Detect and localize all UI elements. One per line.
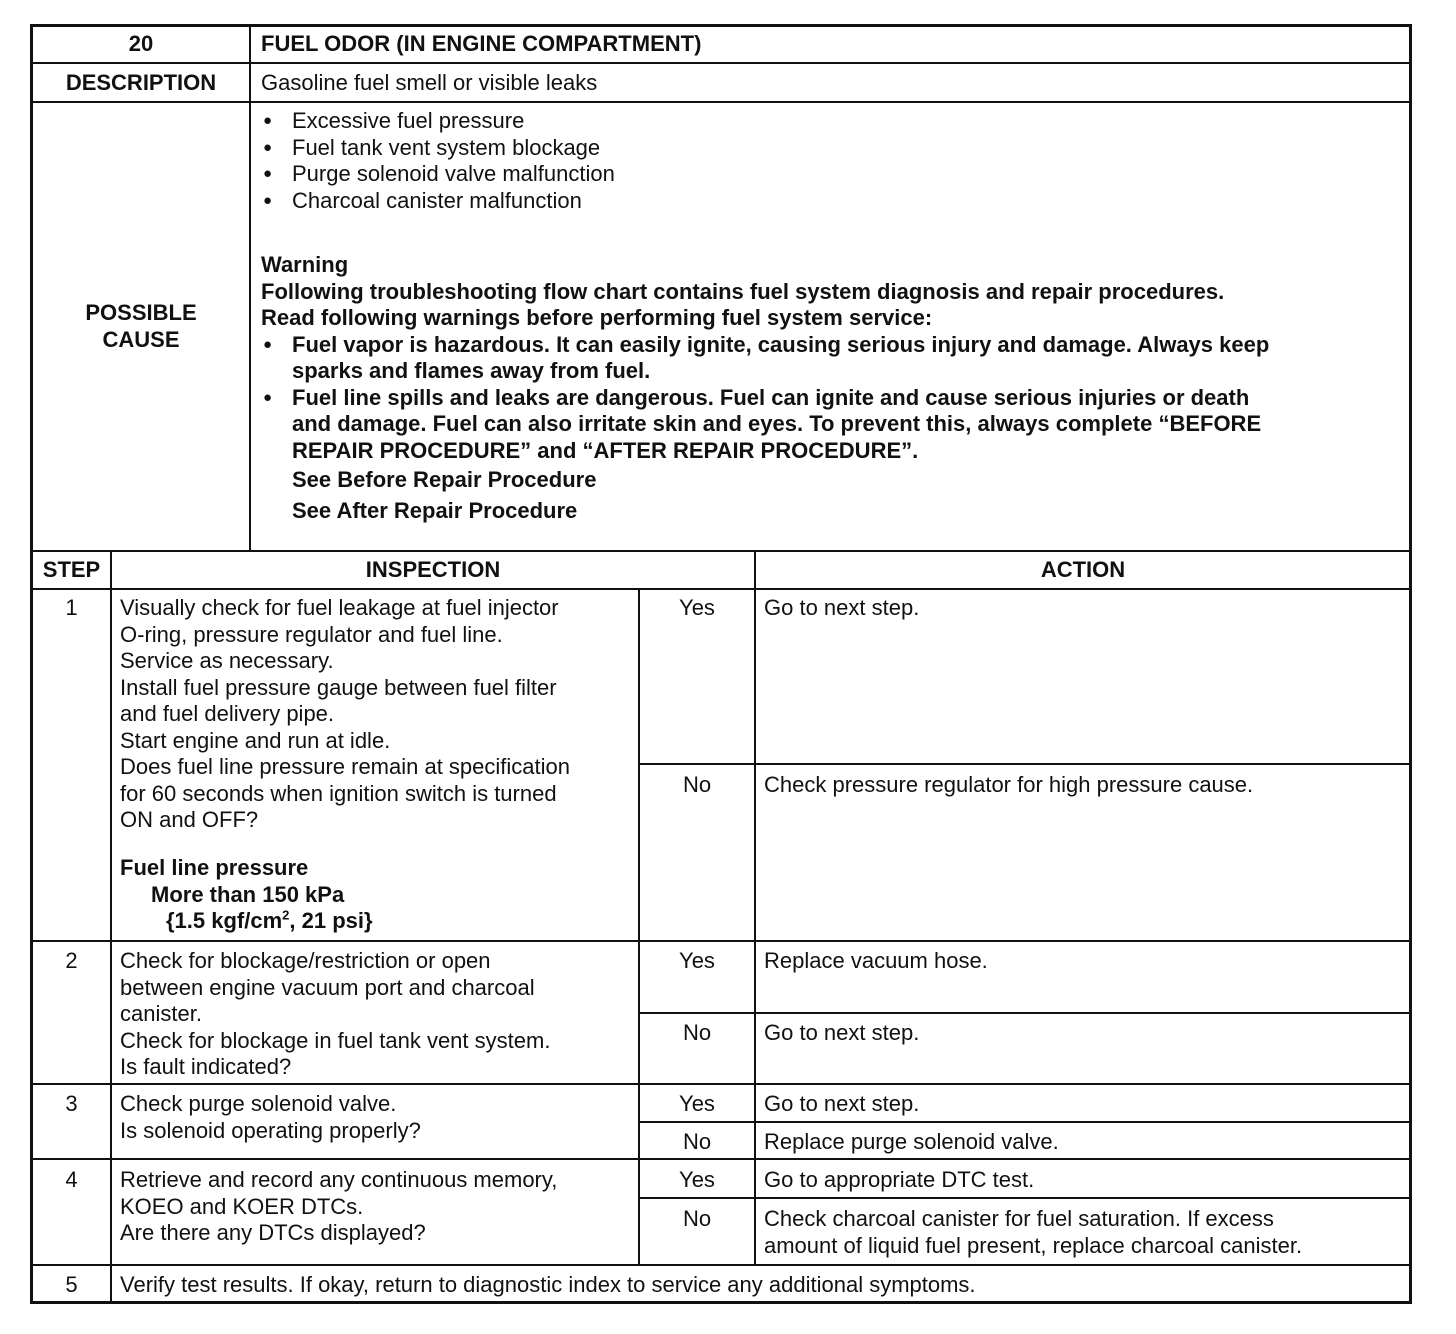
possible-cause-label	[33, 300, 249, 353]
yes-label: Yes	[679, 948, 715, 973]
rule-step4	[33, 1264, 1410, 1266]
step-number: 2	[65, 948, 78, 973]
warning-list	[261, 332, 1269, 465]
no-label: No	[682, 772, 712, 797]
step-column-header: STEP	[42, 557, 101, 582]
no-label: No	[682, 1206, 712, 1231]
step-final-text: Verify test results. If okay, return to diagnostic index to service any additional symptoms.	[120, 1272, 976, 1297]
yes-action: Go to appropriate DTC test.	[764, 1167, 1035, 1192]
cause-item: ● Purge solenoid valve malfunction	[261, 161, 615, 188]
no-label: No	[682, 1129, 712, 1154]
rule-header	[33, 62, 1410, 64]
inspection-column-header: INSPECTION	[365, 557, 501, 582]
cause-list	[261, 108, 615, 214]
warning-item-fuel-vapor: ● Fuel vapor is hazardous. It can easily ignite, causing serious injury and damage. Always keep sparks and flames away from fuel.	[261, 332, 1269, 385]
cause-item: ● Excessive fuel pressure	[261, 108, 615, 135]
step-inspection: Check for blockage/restriction or open between engine vacuum port and charcoal canister. Check for blockage in fuel tank vent system. Is fault indicated?	[120, 948, 551, 1079]
warning-intro: Read following warnings before performing fuel system service:	[261, 305, 933, 330]
description-text: Gasoline fuel smell or visible leaks	[261, 70, 598, 95]
rule-step-column	[110, 550, 112, 1302]
symptom-number: 20	[128, 31, 154, 56]
no-action: Go to next step.	[764, 1020, 920, 1045]
warning-intro: Following troubleshooting flow chart contains fuel system diagnosis and repair procedures.	[261, 278, 1225, 304]
rule-step-header	[33, 588, 1410, 590]
rule-description	[33, 101, 1410, 103]
spec-value-alt: {1.5 kgf/$cm^2$, 21 psi}	[166, 907, 373, 933]
rule-step3	[33, 1158, 1410, 1160]
step-number: 3	[65, 1091, 78, 1116]
warning-item-fuel-spills: ● Fuel line spills and leaks are dangerous. Fuel can ignite and cause serious injuries or death and damage. Fuel can also irritate skin and eyes. To prevent this, always complete “BEFORE REPAIR PROCEDURE” and “AFTER REPAIR PROCEDURE”.	[261, 385, 1269, 465]
step-number: 1	[65, 595, 78, 620]
cause-item: ● Fuel tank vent system blockage	[261, 135, 615, 162]
spec-title: Fuel line pressure	[120, 855, 309, 880]
yes-action: Replace vacuum hose.	[764, 948, 988, 973]
yes-label: Yes	[679, 1167, 715, 1192]
yes-label: Yes	[679, 1091, 715, 1116]
no-action: Check pressure regulator for high pressure cause.	[764, 772, 1254, 797]
rule-action-column	[754, 550, 756, 1264]
step-inspection: Check purge solenoid valve. Is solenoid operating properly?	[120, 1091, 421, 1143]
cause-item: ● Charcoal canister malfunction	[261, 188, 615, 215]
step-inspection: Retrieve and record any continuous memory, KOEO and KOER DTCs. Are there any DTCs displayed?	[120, 1167, 558, 1245]
link-after-repair-procedure[interactable]: See After Repair Procedure	[292, 498, 578, 523]
rule-cause	[33, 550, 1410, 552]
warning-block	[261, 252, 1269, 464]
possible-cause-label-line2: CAUSE	[102, 326, 180, 352]
link-before-repair-procedure[interactable]: See Before Repair Procedure	[292, 467, 597, 492]
yes-action: Go to next step.	[764, 1091, 920, 1116]
no-action: Replace purge solenoid valve.	[764, 1129, 1059, 1154]
step-number: 4	[65, 1167, 78, 1192]
warning-title: Warning	[261, 252, 349, 277]
troubleshooting-table	[30, 24, 1412, 1304]
step-inspection: Visually check for fuel leakage at fuel injector O-ring, pressure regulator and fuel line. Service as necessary. Install fuel pressure gauge between fuel filter and fuel delivery pipe. Start engine and run at idle. Does fuel line pressure remain at specification for 60 seconds when ignition switch is turned ON and OFF?	[120, 595, 571, 832]
rule-yesno-left	[638, 588, 640, 1264]
rule-left-column	[249, 27, 251, 550]
yes-action: Go to next step.	[764, 595, 920, 620]
yes-label: Yes	[679, 595, 715, 620]
possible-cause-label-line1: POSSIBLE	[85, 300, 197, 325]
rule-step1	[33, 940, 1410, 942]
rule-step2	[33, 1083, 1410, 1085]
no-label: No	[682, 1020, 712, 1045]
description-label: DESCRIPTION	[65, 70, 217, 95]
symptom-title: FUEL ODOR (IN ENGINE COMPARTMENT)	[261, 31, 702, 56]
step-number: 5	[65, 1272, 78, 1297]
no-action: Check charcoal canister for fuel saturation. If excess amount of liquid fuel present, replace charcoal canister.	[764, 1206, 1303, 1258]
spec-value: More than 150 kPa	[151, 882, 345, 907]
action-column-header: ACTION	[1040, 557, 1126, 582]
